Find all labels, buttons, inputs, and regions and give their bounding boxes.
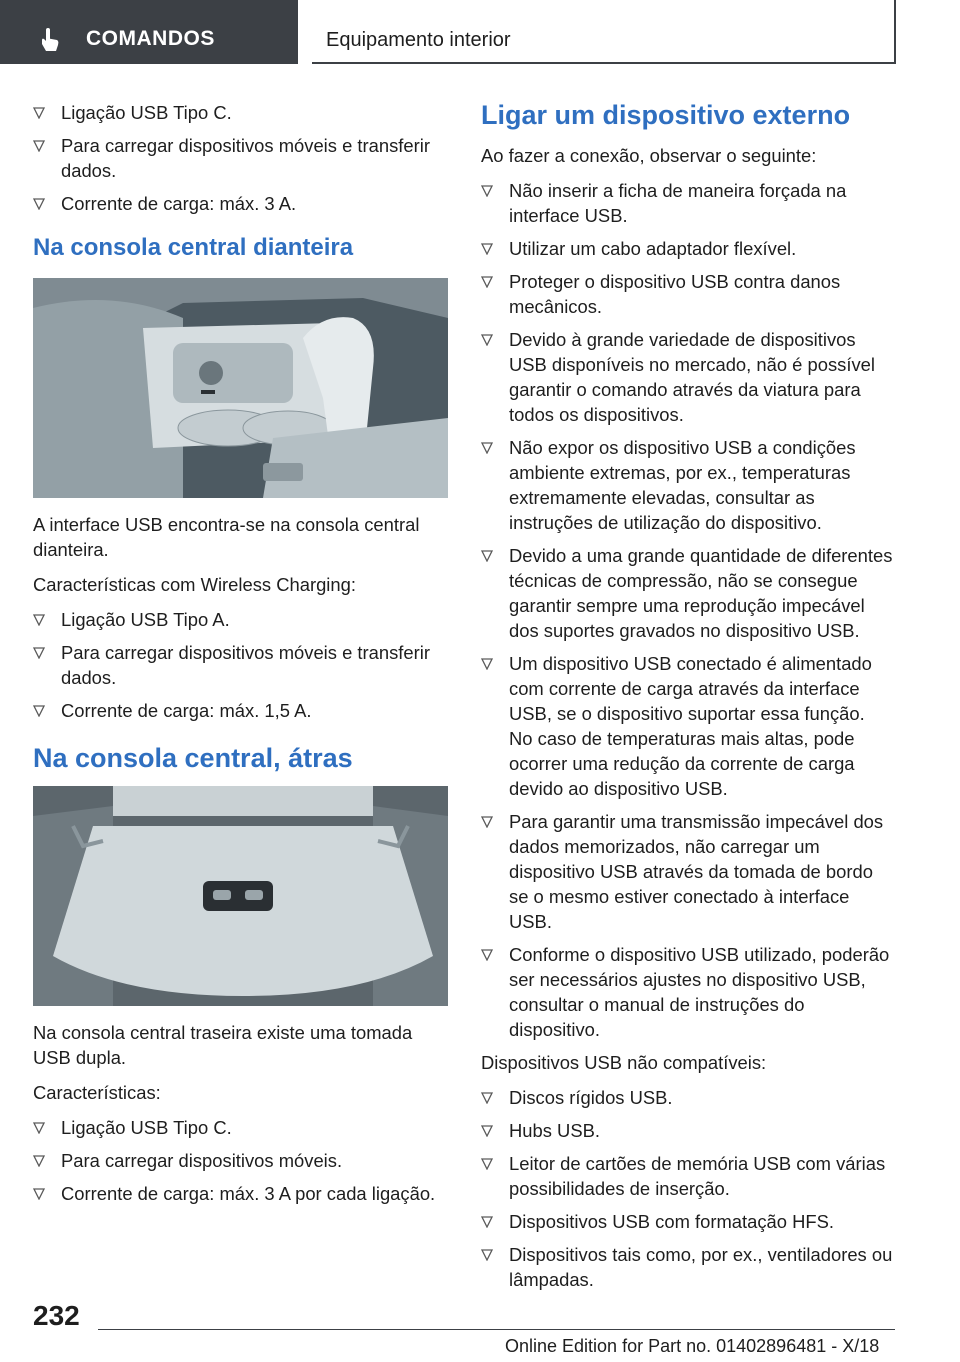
list-item: Ligação USB Tipo A. [33,607,449,632]
triangle-bullet-icon [481,949,493,961]
triangle-bullet-icon [33,614,45,626]
triangle-bullet-icon [481,1249,493,1261]
section-title: Equipamento interior [326,29,511,51]
triangle-bullet-icon [481,243,493,255]
rear-console-caption: Na consola central traseira existe uma tomada USB dupla. [33,1022,413,1068]
chapter-title: COMANDOS [86,27,215,50]
list-item: Dispositivos tais como, por ex., ventiladores ou lâmpadas. [481,1242,893,1292]
list-item: Corrente de carga: máx. 1,5 A. [33,698,449,723]
list-item: Conforme o dispositivo USB utilizado, poderão ser necessários ajustes no dispositivo USB, consultar o manual de instruções do dispositivo. [481,942,893,1042]
list-item: Leitor de cartões de memória USB com várias possibilidades de inserção. [481,1151,893,1201]
triangle-bullet-icon [481,1092,493,1104]
front-console-photo [33,278,448,498]
triangle-bullet-icon [33,1155,45,1167]
list-item: Um dispositivo USB conectado é alimentado com corrente de carga através da interface USB, se o dispositivo suportar essa função. No caso de temperaturas mais altas, pode ocorrer uma redução da corrente de carga devido ao dispositivo USB. [481,651,893,801]
triangle-bullet-icon [33,647,45,659]
page-number: 232 [33,1300,80,1331]
triangle-bullet-icon [481,658,493,670]
list-item: Não expor os dispositivo USB a condições ambiente extremas, por ex., temperaturas extremamente elevadas, consultar as instruções de utilização do dispositivo. [481,435,893,535]
list-item: Ligação USB Tipo C. [33,100,449,125]
list-item: Para garantir uma transmissão impecável dos dados memorizados, não carregar um dispositivo USB através da tomada de bordo se o mesmo estiver conectado à interface USB. [481,809,893,934]
list-item: Ligação USB Tipo C. [33,1115,449,1140]
right-column [481,100,893,1300]
triangle-bullet-icon [481,185,493,197]
triangle-bullet-icon [481,276,493,288]
front-features-label: Características com Wireless Charging: [33,574,356,595]
triangle-bullet-icon [481,1158,493,1170]
hand-touch-icon [40,28,60,52]
list-item: Discos rígidos USB. [481,1085,893,1110]
list-item: Hubs USB. [481,1118,893,1143]
list-item: Devido a uma grande quantidade de diferentes técnicas de compressão, não se consegue garantir sempre uma reprodução impecável dos suportes gravados no dispositivo USB. [481,543,893,643]
edition-note: Online Edition for Part no. 01402896481 - X/18 [505,1336,880,1356]
rear-console-heading: Na consola central, átras [33,743,353,773]
front-console-heading: Na consola central dianteira [33,234,354,261]
list-item: Utilizar um cabo adaptador flexível. [481,236,893,261]
triangle-bullet-icon [33,140,45,152]
triangle-bullet-icon [33,1122,45,1134]
triangle-bullet-icon [33,1188,45,1200]
list-item: Não inserir a ficha de maneira forçada na interface USB. [481,178,893,228]
triangle-bullet-icon [481,816,493,828]
chapter-tab [0,0,298,64]
list-item: Devido à grande variedade de dispositivos USB disponíveis no mercado, não é possível garantir o comando através da viatura para todos os dispositivos. [481,327,893,427]
footer-divider [98,1329,895,1330]
triangle-bullet-icon [481,550,493,562]
list-item: Para carregar dispositivos móveis. [33,1148,449,1173]
list-item: Dispositivos USB com formatação HFS. [481,1209,893,1234]
list-item: Corrente de carga: máx. 3 A por cada ligação. [33,1181,449,1206]
triangle-bullet-icon [481,334,493,346]
rear-console-photo [33,786,448,1006]
list-item: Para carregar dispositivos móveis e transferir dados. [33,640,449,690]
front-console-caption: A interface USB encontra-se na consola central dianteira. [33,514,420,560]
list-item: Para carregar dispositivos móveis e transferir dados. [33,133,449,183]
left-column [33,100,449,1214]
section-tab [312,0,896,64]
triangle-bullet-icon [33,705,45,717]
triangle-bullet-icon [481,1216,493,1228]
triangle-bullet-icon [481,1125,493,1137]
triangle-bullet-icon [33,198,45,210]
list-item: Proteger o dispositivo USB contra danos mecânicos. [481,269,893,319]
triangle-bullet-icon [33,107,45,119]
rear-features-label: Características: [33,1082,161,1103]
page-header [0,0,960,68]
connect-intro: Ao fazer a conexão, observar o seguinte: [481,145,817,166]
incompatible-label: Dispositivos USB não compatíveis: [481,1052,767,1073]
list-item: Corrente de carga: máx. 3 A. [33,191,449,216]
connect-device-heading: Ligar um dispositivo externo [481,100,851,130]
triangle-bullet-icon [481,442,493,454]
